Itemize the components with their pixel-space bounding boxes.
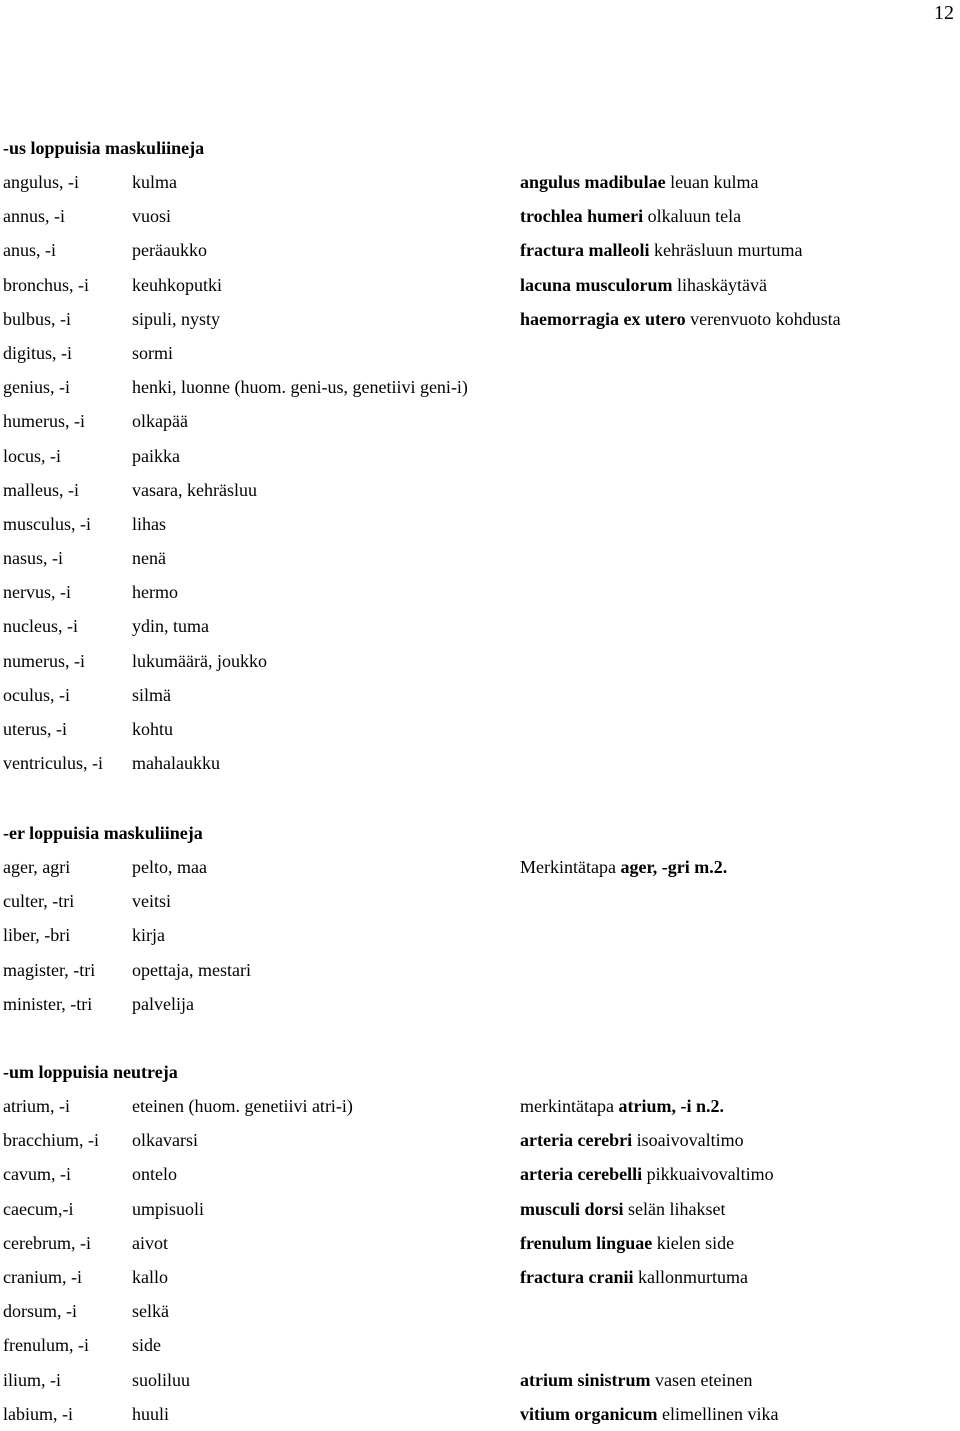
example-phrase xyxy=(520,1363,752,1397)
example-latin: musculi dorsi xyxy=(520,1198,624,1219)
vocabulary-row xyxy=(3,1089,953,1123)
latin-term: magister, -tri xyxy=(3,959,96,980)
vocabulary-row xyxy=(3,473,953,507)
example-phrase xyxy=(520,165,759,199)
vocabulary-row xyxy=(3,850,953,884)
example-phrase xyxy=(520,1226,734,1260)
page-number: 12 xyxy=(934,2,954,24)
section-er-masculines xyxy=(3,816,953,1021)
example-latin: arteria cerebri xyxy=(520,1130,633,1151)
vocabulary-row xyxy=(3,165,953,199)
finnish-translation: sormi xyxy=(132,342,174,363)
latin-term: angulus, -i xyxy=(3,172,79,192)
vocabulary-row xyxy=(3,507,953,541)
example-phrase xyxy=(520,1260,748,1294)
vocabulary-row xyxy=(3,1123,953,1157)
latin-term: cavum, -i xyxy=(3,1164,71,1185)
vocabulary-row xyxy=(3,746,953,780)
finnish-translation: olkapää xyxy=(132,411,188,432)
finnish-translation: lukumäärä, joukko xyxy=(132,650,267,671)
finnish-translation: pelto, maa xyxy=(132,857,207,877)
example-latin: ager, -gri m.2. xyxy=(620,857,728,877)
vocabulary-row xyxy=(3,1328,953,1362)
section-us-masculines xyxy=(3,131,953,780)
finnish-translation: silmä xyxy=(132,684,171,705)
finnish-translation: ontelo xyxy=(132,1164,177,1185)
section-heading: -um loppuisia neutreja xyxy=(3,1062,178,1082)
latin-term: labium, -i xyxy=(3,1403,73,1424)
vocabulary-row xyxy=(3,918,953,952)
example-phrase xyxy=(520,850,727,884)
example-latin: trochlea humeri xyxy=(520,206,644,227)
vocabulary-row xyxy=(3,987,953,1021)
latin-term: nucleus, -i xyxy=(3,616,78,637)
latin-term: digitus, -i xyxy=(3,342,73,363)
example-latin: vitium organicum xyxy=(520,1403,658,1424)
finnish-translation: sipuli, nysty xyxy=(132,308,221,329)
vocabulary-row xyxy=(3,268,953,302)
vocabulary-row xyxy=(3,439,953,473)
example-translation: pikkuaivovaltimo xyxy=(646,1164,774,1185)
finnish-translation: eteinen (huom. genetiivi atri-i) xyxy=(132,1096,353,1116)
example-phrase xyxy=(520,1123,744,1157)
latin-term: nasus, -i xyxy=(3,548,63,569)
example-latin: atrium, -i n.2. xyxy=(618,1096,724,1116)
finnish-translation: huuli xyxy=(132,1403,170,1424)
finnish-translation: mahalaukku xyxy=(132,753,220,774)
vocabulary-list xyxy=(3,1089,953,1431)
latin-term: minister, -tri xyxy=(3,993,93,1014)
example-phrase xyxy=(520,233,802,267)
example-latin: lacuna musculorum xyxy=(520,274,673,295)
finnish-translation: paikka xyxy=(132,445,180,466)
finnish-translation: suoliluu xyxy=(132,1369,191,1390)
latin-term: malleus, -i xyxy=(3,479,79,500)
example-latin: frenulum linguae xyxy=(520,1232,653,1253)
example-translation: olkaluun tela xyxy=(647,206,742,227)
example-translation: kallonmurtuma xyxy=(637,1266,748,1287)
finnish-translation: peräaukko xyxy=(132,240,207,261)
example-translation: isoaivovaltimo xyxy=(636,1130,744,1151)
vocabulary-row xyxy=(3,1226,953,1260)
example-latin: haemorragia ex utero xyxy=(520,308,686,329)
finnish-translation: umpisuoli xyxy=(132,1198,205,1219)
finnish-translation: henki, luonne (huom. geni-us, genetiivi geni-i) xyxy=(132,377,468,398)
example-prefix: merkintätapa xyxy=(520,1096,614,1116)
vocabulary-row xyxy=(3,712,953,746)
latin-term: numerus, -i xyxy=(3,650,85,671)
vocabulary-row xyxy=(3,1294,953,1328)
latin-term: bracchium, -i xyxy=(3,1130,99,1151)
latin-term: uterus, -i xyxy=(3,719,67,739)
example-phrase xyxy=(520,1397,778,1431)
vocabulary-row xyxy=(3,404,953,438)
latin-term: bronchus, -i xyxy=(3,274,89,295)
vocabulary-row xyxy=(3,609,953,643)
finnish-translation: selkä xyxy=(132,1301,169,1322)
vocabulary-row xyxy=(3,302,953,336)
vocabulary-row xyxy=(3,1192,953,1226)
finnish-translation: ydin, tuma xyxy=(132,616,209,637)
example-translation: verenvuoto kohdusta xyxy=(690,308,841,329)
latin-term: liber, -bri xyxy=(3,925,71,946)
finnish-translation: olkavarsi xyxy=(132,1130,198,1151)
vocabulary-row xyxy=(3,336,953,370)
vocabulary-row xyxy=(3,199,953,233)
latin-term: oculus, -i xyxy=(3,684,70,705)
finnish-translation: keuhkoputki xyxy=(132,274,222,295)
vocabulary-list xyxy=(3,850,953,1021)
example-translation: vasen eteinen xyxy=(655,1369,753,1390)
finnish-translation: veitsi xyxy=(132,891,171,912)
vocabulary-row xyxy=(3,233,953,267)
finnish-translation: nenä xyxy=(132,548,166,569)
example-latin: fractura malleoli xyxy=(520,240,650,261)
latin-term: genius, -i xyxy=(3,377,70,398)
latin-term: cranium, -i xyxy=(3,1266,82,1287)
example-translation: selän lihakset xyxy=(628,1198,726,1219)
latin-term: anus, -i xyxy=(3,240,56,261)
example-translation: kielen side xyxy=(656,1232,735,1253)
latin-term: locus, -i xyxy=(3,445,61,466)
example-phrase xyxy=(520,302,841,336)
vocabulary-row xyxy=(3,953,953,987)
latin-term: atrium, -i xyxy=(3,1096,70,1116)
example-prefix: Merkintätapa xyxy=(520,857,616,877)
latin-term: dorsum, -i xyxy=(3,1301,77,1322)
finnish-translation: hermo xyxy=(132,582,178,603)
section-um-neuters xyxy=(3,1055,953,1431)
example-translation: elimellinen vika xyxy=(662,1403,779,1424)
vocabulary-row xyxy=(3,541,953,575)
finnish-translation: vuosi xyxy=(132,206,172,227)
example-latin: angulus madibulae xyxy=(520,172,666,192)
example-latin: arteria cerebelli xyxy=(520,1164,643,1185)
latin-term: ager, agri xyxy=(3,857,71,877)
finnish-translation: opettaja, mestari xyxy=(132,959,251,980)
finnish-translation: kohtu xyxy=(132,719,174,739)
vocabulary-row xyxy=(3,1397,953,1431)
finnish-translation: vasara, kehräsluu xyxy=(132,479,257,500)
section-heading: -er loppuisia maskuliineja xyxy=(3,823,203,843)
example-phrase xyxy=(520,1089,724,1123)
example-phrase xyxy=(520,1157,774,1191)
example-latin: atrium sinistrum xyxy=(520,1369,651,1390)
latin-term: caecum,-i xyxy=(3,1198,74,1219)
example-phrase xyxy=(520,268,767,302)
example-phrase xyxy=(520,199,741,233)
vocabulary-row xyxy=(3,678,953,712)
vocabulary-list xyxy=(3,165,953,780)
latin-term: musculus, -i xyxy=(3,513,91,534)
example-translation: leuan kulma xyxy=(670,172,759,192)
latin-term: annus, -i xyxy=(3,206,65,227)
finnish-translation: palvelija xyxy=(132,993,194,1014)
example-translation: kehräsluun murtuma xyxy=(653,240,803,261)
vocabulary-row xyxy=(3,575,953,609)
latin-term: culter, -tri xyxy=(3,891,75,912)
latin-term: ilium, -i xyxy=(3,1369,61,1390)
finnish-translation: lihas xyxy=(132,513,166,534)
example-translation: lihaskäytävä xyxy=(677,274,767,295)
latin-term: bulbus, -i xyxy=(3,308,72,329)
latin-term: cerebrum, -i xyxy=(3,1232,91,1253)
latin-term: nervus, -i xyxy=(3,582,71,603)
finnish-translation: kulma xyxy=(132,172,177,192)
example-phrase xyxy=(520,1192,726,1226)
vocabulary-row xyxy=(3,370,953,404)
vocabulary-row xyxy=(3,644,953,678)
latin-term: ventriculus, -i xyxy=(3,753,103,774)
vocabulary-row xyxy=(3,884,953,918)
finnish-translation: side xyxy=(132,1335,161,1356)
finnish-translation: kirja xyxy=(132,925,165,946)
example-latin: fractura cranii xyxy=(520,1266,634,1287)
finnish-translation: kallo xyxy=(132,1266,168,1287)
vocabulary-row xyxy=(3,1363,953,1397)
vocabulary-row xyxy=(3,1157,953,1191)
section-heading: -us loppuisia maskuliineja xyxy=(3,138,205,158)
vocabulary-row xyxy=(3,1260,953,1294)
latin-term: frenulum, -i xyxy=(3,1335,89,1356)
latin-term: humerus, -i xyxy=(3,411,85,432)
finnish-translation: aivot xyxy=(132,1232,168,1253)
